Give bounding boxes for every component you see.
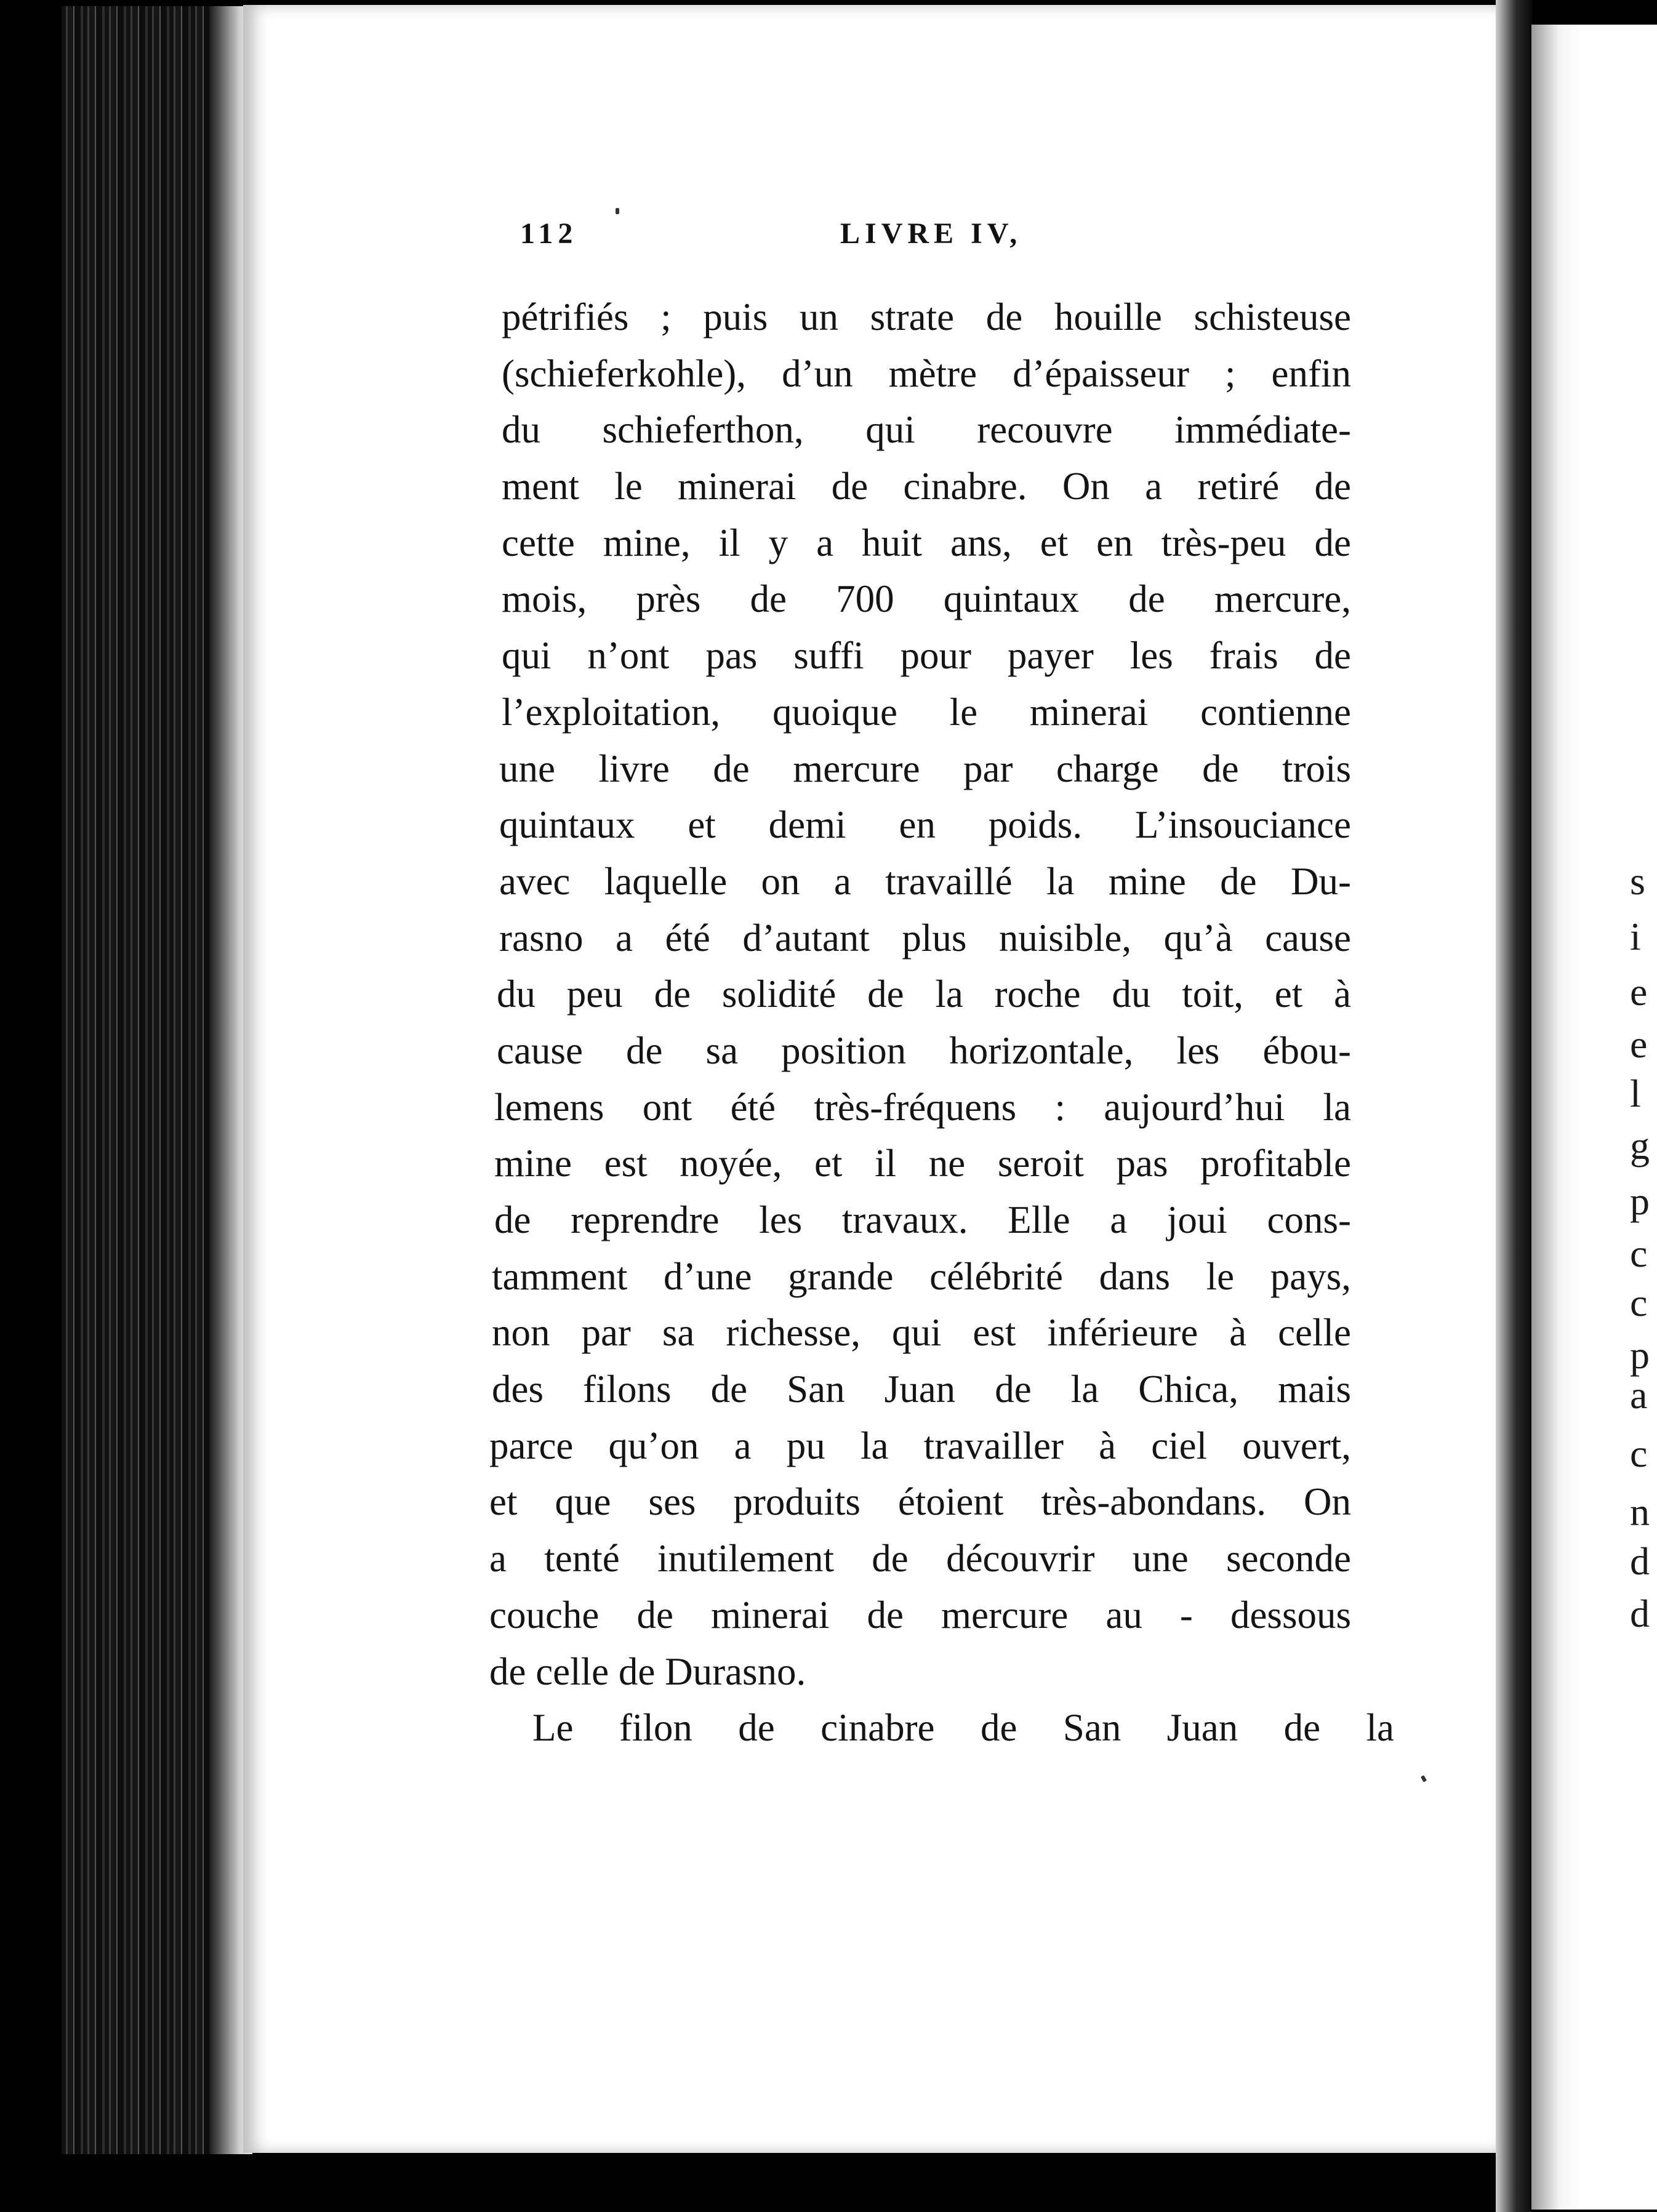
text-line: des filons de San Juan de la Chica, mais [492, 1368, 1351, 1411]
next-page-glyph: i [1630, 915, 1641, 958]
next-page-glyph: l [1630, 1072, 1641, 1115]
text-line: a tenté inutilement de découvrir une seconde [489, 1537, 1351, 1581]
next-page-glyph: d [1630, 1539, 1650, 1583]
text-line: de reprendre les travaux. Elle a joui cons- [494, 1198, 1351, 1241]
body-text [489, 289, 1394, 1757]
next-page-glyph: p [1630, 1333, 1650, 1377]
next-page-glyph: n [1630, 1490, 1650, 1534]
next-page-glyph: d [1630, 1592, 1650, 1635]
text-line: et que ses produits étoient très-abondans. On [489, 1480, 1351, 1524]
text-line: du peu de solidité de la roche du toit, et à [497, 972, 1351, 1016]
text-line: mine est noyée, et il ne seroit pas profitable [494, 1142, 1351, 1185]
page-number: 112 [520, 217, 578, 250]
running-head: LIVRE IV, [840, 217, 1022, 250]
next-page-glyph: e [1630, 970, 1648, 1014]
text-line: couche de minerai de mercure au - dessous [489, 1593, 1351, 1637]
text-line: du schieferthon, qui recouvre immédiate- [502, 408, 1351, 452]
next-page-glyph: p [1630, 1179, 1650, 1223]
text-line: lemens ont été très-fréquens : aujourd’hui la [494, 1085, 1351, 1129]
text-line: rasno a été d’autant plus nuisible, qu’à cause [499, 916, 1351, 960]
text-line: Le filon de cinabre de San Juan de la [532, 1706, 1394, 1750]
next-page-glyph: g [1630, 1124, 1650, 1168]
next-page-glyph: c [1630, 1281, 1648, 1324]
next-page-glyph: c [1630, 1232, 1648, 1275]
page-header [520, 217, 1234, 266]
text-line: tamment d’une grande célébrité dans le pays, [492, 1254, 1351, 1298]
text-line: ment le minerai de cinabre. On a retiré de [502, 465, 1351, 508]
text-line: une livre de mercure par charge de trois [499, 747, 1351, 790]
text-line: avec laquelle on a travaillé la mine de Du- [499, 859, 1351, 903]
text-line: de celle de Durasno. [489, 1649, 806, 1693]
print-speck [616, 208, 619, 214]
book-gutter [1496, 0, 1533, 2212]
text-line: l’exploitation, quoique le minerai contienne [502, 690, 1351, 734]
next-page-glyph: a [1630, 1373, 1648, 1417]
text-line: parce qu’on a pu la travailler à ciel ouvert, [489, 1424, 1351, 1467]
next-page-glyph: s [1630, 859, 1645, 903]
next-page-glyph: c [1630, 1432, 1648, 1475]
text-line: cause de sa position horizontale, les ébou- [497, 1028, 1351, 1072]
page-edges-stack [62, 6, 252, 2154]
text-line: quintaux et demi en poids. L’insouciance [499, 803, 1351, 847]
text-line: pétrifiés ; puis un strate de houille schisteuse [502, 295, 1351, 339]
text-line: mois, près de 700 quintaux de mercure, [502, 577, 1351, 621]
next-page-edge [1531, 25, 1657, 2210]
text-line: qui n’ont pas suffi pour payer les frais de [502, 634, 1351, 678]
next-page-glyph: e [1630, 1022, 1648, 1066]
text-line: non par sa richesse, qui est inférieure à celle [492, 1311, 1351, 1355]
text-line: cette mine, il y a huit ans, et en très-peu de [502, 521, 1351, 564]
text-line: (schieferkohle), d’un mètre d’épaisseur ; enfin [502, 351, 1351, 395]
